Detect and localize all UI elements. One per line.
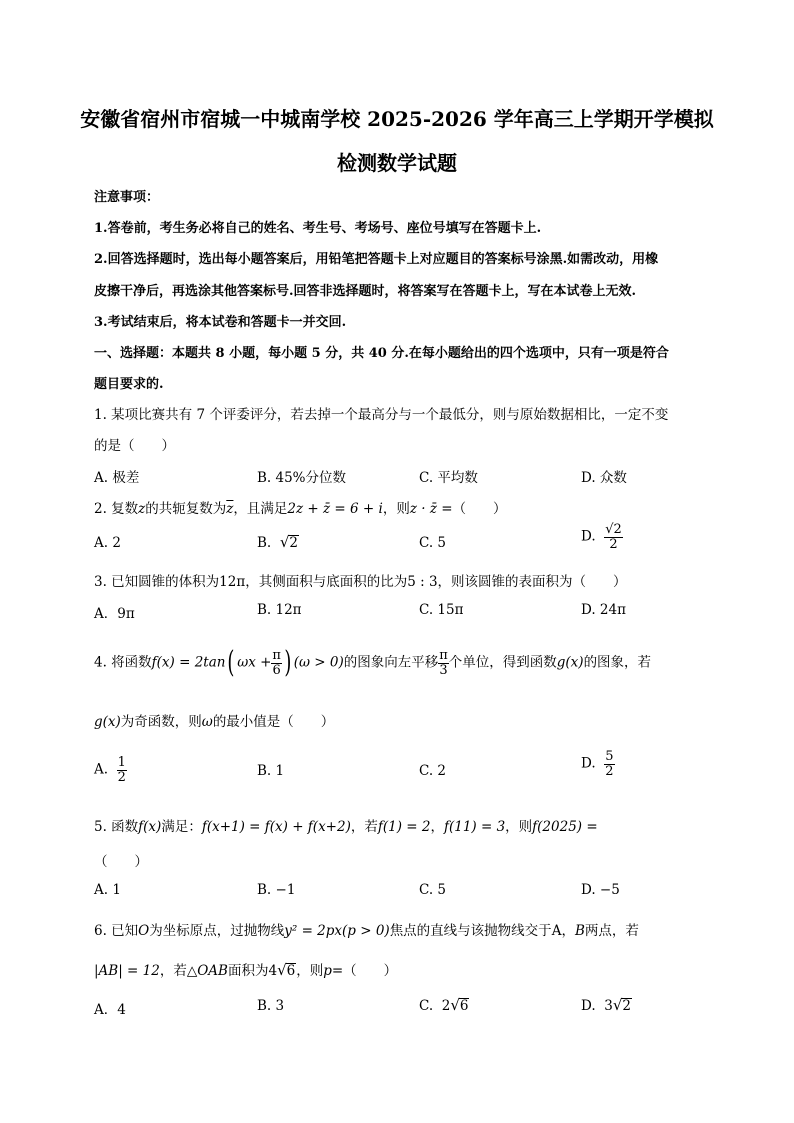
q6-option-d-radicand: 2 — [622, 998, 631, 1014]
q2-zbar: $\overline{z}$ — [226, 501, 234, 517]
q1-stem-line1: 1. 某项比赛共有 7 个评委评分，若去掉一个最高分与一个最低分，则与原始数据相比，一定不变 — [94, 407, 669, 423]
q4-g: g(x) — [94, 714, 121, 730]
q4-stem-line1: 4. 将函数f(x) = 2tan( ωx + $\frac{\pi}{6}$ ) (ω > 0)的图象向左平移 $\frac{\pi}{3}$ 个单位，得到函数g(x)的图象，若 — [94, 645, 652, 680]
q4-option-d-numerator: 5 — [605, 749, 614, 764]
q4-text: 的最小值是（ ） — [212, 714, 335, 730]
q6-text: ， — [561, 923, 575, 939]
q3-text: ，则该圆锥的表面积为（ ） — [437, 574, 627, 590]
q6-text: 焦点的直线与该抛物线交于 — [389, 923, 552, 939]
q2-option-c: C. 5 — [419, 535, 447, 551]
q6-option-c-coef: 2 — [441, 998, 451, 1014]
q4-shift-numerator: π — [439, 647, 448, 663]
q2-option-d — [581, 523, 623, 551]
notice-heading: 注意事项： — [94, 190, 160, 205]
q4-text: 的图象，若 — [583, 654, 652, 671]
q6-text: 两点，若 — [584, 923, 639, 939]
q6-text: 面积为 — [227, 963, 269, 979]
q2-z: z — [138, 501, 146, 517]
q4-option-d — [581, 750, 615, 778]
q5-function: f(x) — [138, 819, 162, 835]
q2-text: ，且满足 — [233, 501, 288, 517]
q6-option-c: C. 2√6 — [419, 996, 469, 1014]
q4-omega: ω — [201, 714, 213, 730]
q6-point-b: B — [574, 923, 585, 939]
q6-area-radicand: 6 — [286, 963, 296, 979]
q6-option-b: B. 3 — [257, 998, 285, 1014]
q2-option-d-label: D. — [581, 528, 596, 545]
q2-option-b: B. √2 — [257, 533, 298, 551]
notice-item-1: 1.答卷前，考生务必将自己的姓名、考生号、考场号、座位号填写在答题卡上. — [94, 221, 542, 236]
q4-option-d-label: D. — [581, 755, 596, 772]
q6-origin: O — [138, 923, 150, 939]
q1-option-b: B. 45%分位数 — [257, 470, 347, 486]
q6-text: 为坐标原点，过抛物线 — [149, 923, 285, 939]
q5-text: ，则 — [505, 819, 533, 835]
q5-ask: f(2025) = — [532, 819, 598, 835]
q5-option-a: A. 1 — [94, 882, 121, 898]
q6-option-d-label: D. — [581, 998, 596, 1014]
q6-parabola: y² = 2px(p > 0) — [284, 923, 390, 939]
notice-item-3: 3.考试结束后，将本试卷和答题卡一并交回. — [94, 315, 347, 330]
q4-inner: ωx + — [237, 654, 272, 671]
q5-text: 5. 函数 — [94, 819, 139, 835]
q4-stem-line2 — [94, 710, 334, 730]
q2-stem — [94, 497, 507, 517]
q2-option-d-denominator: 2 — [609, 536, 618, 552]
q4-option-c: C. 2 — [419, 763, 447, 779]
q2-equation: 2z + z̄ = 6 + i — [287, 501, 383, 517]
q4-text: 4. 将函数 — [94, 654, 152, 671]
q4-option-d-denominator: 2 — [605, 763, 614, 779]
q6-option-c-radicand: 6 — [459, 998, 469, 1014]
notice-item-2-line2: 皮擦干净后，再选涂其他答案标号.回答非选择题时，将答案写在答题卡上，写在本试卷上无效. — [94, 284, 637, 299]
q6-triangle: △OAB — [186, 963, 228, 979]
q3-option-a: A．9π — [94, 606, 135, 622]
q6-text: 6. 已知 — [94, 923, 139, 939]
q5-text: ，若 — [350, 819, 378, 835]
q4-condition: (ω > 0) — [293, 654, 344, 671]
q5-option-b: B. −1 — [257, 882, 296, 898]
page-title-line1: 安徽省宿州市宿城一中城南学校 2025-2026 学年高三上学期开学模拟 — [80, 107, 714, 131]
q3-option-b: B. 12π — [257, 602, 302, 618]
q5-equation: f(x+1) = f(x) + f(x+2) — [201, 819, 351, 835]
q3-option-d: D. 24π — [581, 602, 626, 618]
q2-option-b-label: B. — [257, 535, 272, 551]
q4-g: g(x) — [556, 654, 584, 671]
q2-text: ，则 — [382, 501, 410, 517]
q5-text: ， — [430, 819, 444, 835]
q5-condition-2: f(11) = 3 — [443, 819, 506, 835]
q5-condition-1: f(1) = 2 — [377, 819, 431, 835]
q2-text: （ ） — [452, 501, 507, 517]
section1-intro-line2: 题目要求的. — [94, 377, 164, 392]
q4-option-a-numerator: 1 — [117, 755, 126, 770]
q6-area-coef: 4 — [268, 963, 278, 979]
q5-text: 满足： — [161, 819, 202, 835]
q3-text: ，其侧面积与底面积的比为 — [245, 574, 408, 590]
q2-product: z · z̄ = — [409, 501, 453, 517]
q2-text: 的共轭复数为 — [145, 501, 227, 517]
q6-option-a: A．4 — [94, 1002, 126, 1018]
q3-stem — [94, 570, 627, 590]
q3-text: 3. 已知圆锥的体积为 — [94, 574, 220, 590]
q5-stem-line1 — [94, 815, 598, 835]
section1-intro-line1: 一、选择题：本题共 8 小题，每小题 5 分，共 40 分.在每小题给出的四个选项中，只有一项是符合 — [94, 346, 669, 361]
q3-option-c: C. 15π — [419, 602, 464, 618]
q1-option-c: C. 平均数 — [419, 470, 478, 486]
q1-option-a: A. 极差 — [94, 470, 140, 486]
q6-chord-length: |AB| = 12 — [94, 963, 160, 979]
q2-option-a: A. 2 — [94, 535, 121, 551]
q6-option-d: D. 3√2 — [581, 996, 631, 1014]
q4-pi-numerator: π — [272, 647, 281, 663]
q6-stem-line1 — [94, 919, 639, 939]
q6-option-d-coef: 3 — [604, 998, 613, 1014]
q3-volume: 12π — [219, 574, 246, 590]
q3-ratio: 5 : 3 — [407, 574, 438, 590]
q4-shift-denominator: 3 — [439, 662, 448, 678]
q4-text: 为奇函数，则 — [120, 714, 202, 730]
q6-text: ，则 — [296, 963, 324, 979]
q6-point-a: A — [551, 923, 562, 939]
q1-stem-line2: 的是（ ） — [94, 438, 175, 454]
q4-text: 个单位，得到函数 — [448, 654, 557, 671]
q5-option-d: D. −5 — [581, 882, 620, 898]
q4-pi-denominator: 6 — [272, 662, 281, 678]
q5-option-c: C. 5 — [419, 882, 447, 898]
q5-stem-line2: （ ） — [94, 854, 148, 870]
q4-text: 的图象向左平移 — [343, 654, 439, 671]
notice-item-2-line1: 2.回答选择题时，选出每小题答案后，用铅笔把答题卡上对应题目的答案标号涂黑.如需改动，用橡 — [94, 252, 659, 267]
q6-option-c-label: C. — [419, 998, 434, 1014]
page-title-line2: 检测数学试题 — [337, 151, 457, 175]
q4-option-b: B. 1 — [257, 763, 285, 779]
q6-text: =（ ） — [331, 963, 398, 979]
q6-p: p — [323, 963, 332, 979]
q4-function: f(x) = 2tan — [151, 654, 226, 671]
q1-option-d: D. 众数 — [581, 470, 627, 486]
q2-text: 2. 复数 — [94, 501, 139, 517]
q4-option-a-label: A. — [94, 761, 109, 778]
q4-option-a — [94, 756, 127, 784]
q2-option-b-radicand: 2 — [289, 535, 298, 551]
q2-option-d-numerator: √2 — [605, 522, 622, 537]
q6-stem-line2: |AB| = 12，若△OAB面积为4√6，则p=（ ） — [94, 961, 398, 979]
q4-option-a-denominator: 2 — [117, 769, 126, 785]
q6-text: ，若 — [159, 963, 187, 979]
